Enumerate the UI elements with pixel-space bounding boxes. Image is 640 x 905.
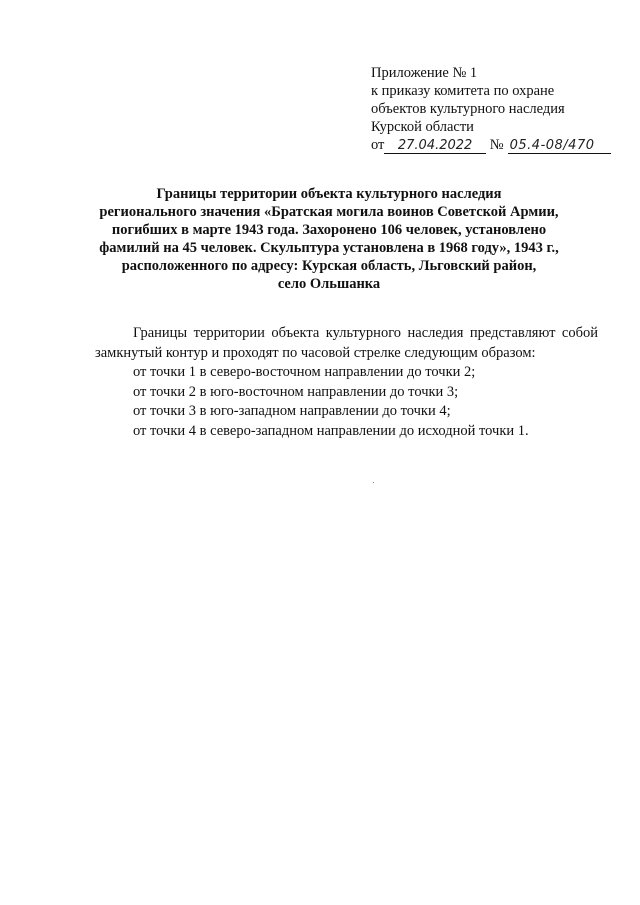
title-line: фамилий на 45 человек. Скульптура установлена в 1968 году», 1943 г., — [99, 240, 559, 256]
order-date-number-line — [371, 136, 611, 154]
intro-paragraph: Границы территории объекта культурного наследия представляют собой замкнутый контур и проходят по часовой стрелке следующим образом: — [95, 325, 598, 361]
scan-speck — [373, 482, 374, 483]
title-line: расположенного по адресу: Курская область, Льговский район, — [121, 258, 537, 274]
boundary-item: от точки 3 в юго-западном направлении до точки 4; — [133, 403, 451, 419]
handwritten-date: 27.04.2022 — [384, 138, 485, 154]
boundary-item: от точки 4 в северо-западном направлении до исходной точки 1. — [133, 422, 529, 439]
from-label: от — [371, 137, 385, 153]
handwritten-order-number: 05.4-08/470 — [508, 138, 611, 154]
title-line: регионального значения «Братская могила воинов Советской Армии, — [99, 204, 559, 220]
region-name: Курской области — [371, 119, 474, 135]
document-body — [95, 324, 598, 441]
order-reference: к приказу комитета по охране — [371, 83, 555, 99]
boundary-item: от точки 1 в северо-восточном направлении до точки 2; — [133, 364, 476, 380]
number-sign: № — [489, 137, 504, 153]
title-line: Границы территории объекта культурного наследия — [156, 186, 502, 202]
appendix-number: Приложение № 1 — [371, 65, 478, 81]
appendix-header — [371, 64, 611, 154]
document-title — [60, 185, 598, 293]
title-line: село Ольшанка — [277, 276, 381, 292]
committee-name: объектов культурного наследия — [371, 101, 565, 117]
boundary-item: от точки 2 в юго-восточном направлении до точки 3; — [133, 383, 459, 400]
title-line: погибших в марте 1943 года. Захоронено 106 человек, установлено — [111, 222, 547, 238]
